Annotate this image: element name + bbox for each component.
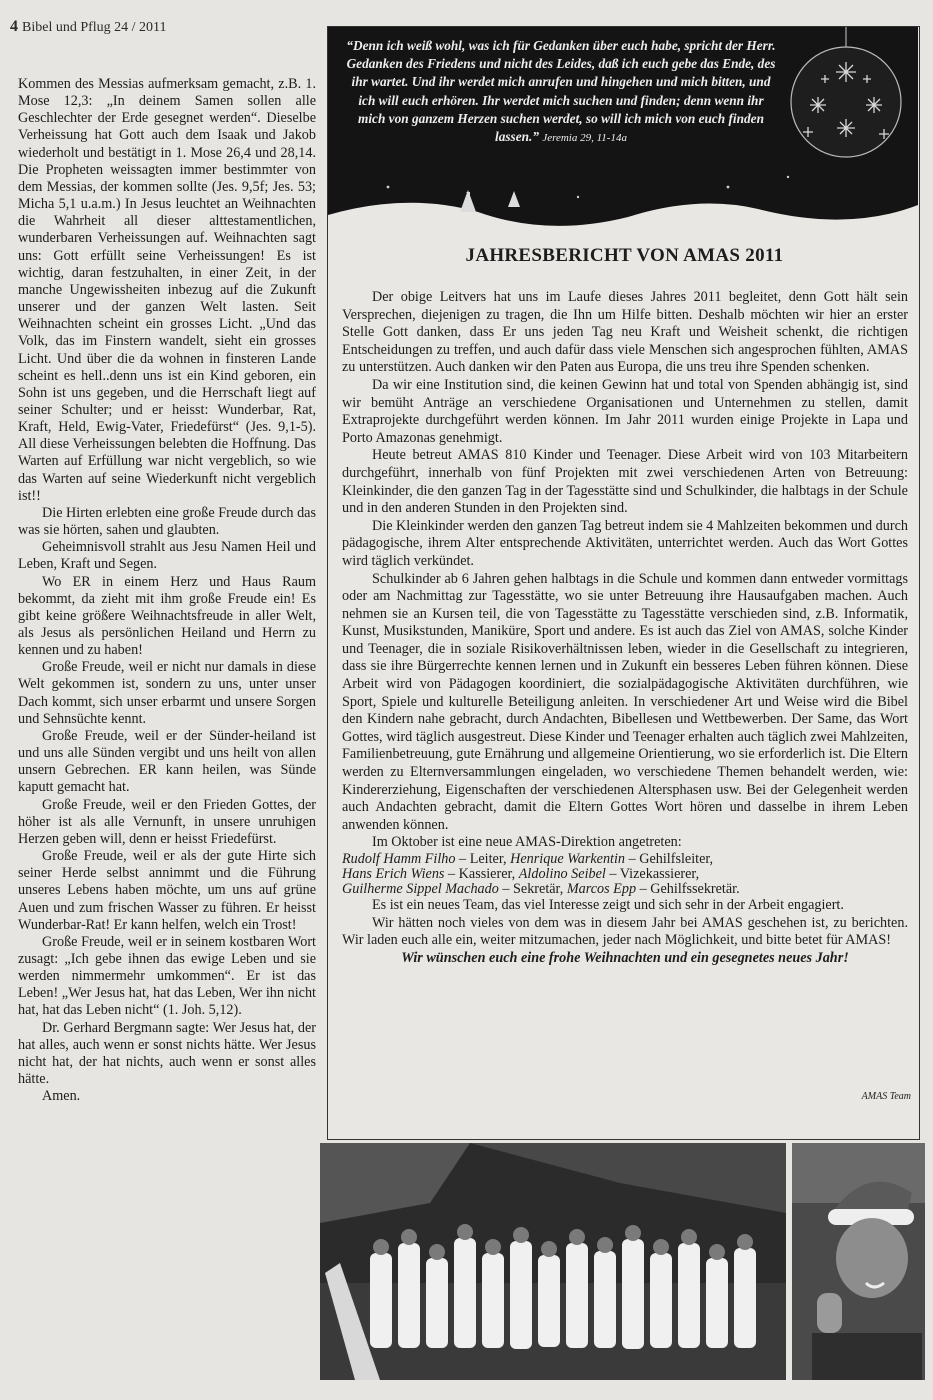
- children-group-photo: [320, 1143, 786, 1380]
- article-frame: [327, 26, 920, 1140]
- left-paragraph: Kommen des Messias aufmerksam gemacht, z.B. 1. Mose 12,3: „In deinem Samen sollen alle Geschlechter der Erde gesegnet werden“. Dieselbe Verheissung hat Gott auch dem Isaak und Jakob wiederholt und bestätigt in 1. Mose 26,4 und 28,14. Die Propheten weissagten immer bestimmter von dem Messias, der kommen sollte (Jes. 9,5f; Jes. 53; Micha 5,1 u.a.m.) In Jesus leuchtet an Weihnachten die Wahrheit all dieser alttestamentlichen, wunderbaren Verheissungen auf. Weihnachten sagt uns: Gott erfüllt seine Verheissungen! Es ist wichtig, daran festzuhalten, in einer Zeit, in der manche Ungewissheiten inbezug auf die Zukunft unserer und der ganzen Welt lasten. Seit Weihnachten scheint ein grosses Licht. „Und das Volk, das im Finstern wandelt, sieht ein grosses Licht. Und über die da wohnen in finsteren Lande scheint es hell..denn uns ist ein Kind geboren, ein Sohn ist uns gegeben, und die Herrschaft liegt auf seiner Schulter; und er heisst: Wunderbar, Rat, Kraft, Held, Ewig-Vater, Friedefürst“ (Jes. 9,1-5). All diese Verheissungen belebten die Hoffnung. Das Warten auf Erfüllung war nicht vergeblich, so wie das Warten auf seine Wiederkunft nicht vergeblich ist!!: [18, 76, 316, 504]
- left-paragraph: Geheimnisvoll strahlt aus Jesu Namen Heil und Leben, Kraft und Segen.: [18, 539, 316, 573]
- article-body: [342, 289, 908, 967]
- left-paragraph: Amen.: [42, 1088, 81, 1105]
- left-paragraph: Große Freude, weil er in seinem kostbaren Wort zusagt: „Ich gebe ihnen das ewige Leben und sie werden nimmermehr umkommen“. Er ist das Leben! „Wer Jesus hat, hat das Leben, Wer ihn nicht hat, hat das Leben nicht“ (1. Joh. 5,12).: [18, 933, 316, 1019]
- quote-text: “Denn ich weiß wohl, was ich für Gedanken über euch habe, spricht der Herr. Gedanken des Friedens und nicht des Leides, daß ich euch gebe das Ende, des ihr wartet. Und ihr werdet mich anrufen und hingehen und mich bitten, und ich will euch erhören. Ihr werdet mich suchen und finden; denn wenn ihr mich von ganzem Herzen suchen werdet, so will ich mich von euch finden lassen.”: [346, 38, 776, 145]
- left-paragraph: Große Freude, weil er nicht nur damals in diese Welt gekommen ist, sondern zu uns, unter unser Dach kommt, sich unser erbarmt und unsere Sorgen und Sehnsüchte kennt.: [18, 659, 316, 727]
- left-paragraph: Wo ER in einem Herz und Haus Raum bekommt, da zieht mit ihm große Freude ein! Es gibt keine größere Weihnachtsfreude in aller Welt, als Jesus als persönlichen Heiland und Herrn zu kennen und zu haben!: [18, 573, 316, 659]
- closing-paragraph: Wir hätten noch vieles von dem was in diesem Jahr bei AMAS geschehen ist, zu berichten. Wir laden euch alle ein, weiter mitzumachen, jeder nach Möglichkeit, und bitte betet für AMAS!: [342, 914, 908, 949]
- article-paragraph: Da wir eine Institution sind, die keinen Gewinn hat und total von Spenden abhängig ist, sind wir bemüht Anträge an verschiedene Organisationen und Unternehmen zu stellen, damit Extraprojekte durchgeführt werden können. Im Jahr 2011 wurden einige Projekte in Lapa und Porto Amazonas genehmigt.: [342, 376, 908, 446]
- left-paragraph: Dr. Gerhard Bergmann sagte: Wer Jesus hat, der hat alles, auch wenn er sonst nichts hätte. Wer Jesus nicht hat, der hat nichts, auch wenn er sonst alles hätte.: [18, 1019, 316, 1088]
- team-intro: Im Oktober ist eine neue AMAS-Direktion angetreten:: [372, 834, 682, 851]
- bible-quote: [346, 37, 776, 147]
- signature: AMAS Team: [861, 1091, 911, 1102]
- team-line: Guilherme Sippel Machado – Sekretär, Marcos Epp – Gehilfssekretär.: [342, 881, 740, 897]
- christmas-wish: Wir wünschen euch eine frohe Weihnachten und ein gesegnetes neues Jahr!: [401, 949, 849, 966]
- boy-santa-hat-photo: [792, 1143, 925, 1380]
- team-line: Rudolf Hamm Filho – Leiter, Henrique Warkentin – Gehilfsleiter,: [342, 851, 714, 867]
- article-paragraph: Schulkinder ab 6 Jahren gehen halbtags in die Schule und kommen dann entweder vormittags oder am Nachmittag zur Tagesstätte, wo sie unter Betreuung ihre Hausaufgaben machen. Auch nehmen sie an Kursen teil, die von Tagesstätte zu Tagesstätte verschieden sind, z.B. Informatik, Kunst, Musikstunden, Maniküre, Sport und andere. Es ist auch das Ziel von AMAS, solche Kinder und Teenager, die in soziale Risikoverhältnissen leben, wieder in die Gesellschaft zu integrieren, dass sie ihre Bürgerrechte kennen lernen und in Zukunft ein besseres Leben führen können. Diese Arbeit wird von Pädagogen koordiniert, die sozialpädagogische Aktivitäten durchführen, wie Sport, Spiele und kulturelle Beteiligung anleiten. In verschiedener Art und Weise wird die Bibel den Kindern nahe gebracht, durch Andachten, Bibellesen und Wettbewerben. Der Same, das Wort Gottes, wird täglich ausgestreut. Diese Kinder und Teenager erhalten auch täglich zwei Mahlzeiten, Familienbetreuung, gute Ernährung und allgemeine Orientierung, wo sie erforderlich ist. Die Eltern werden zu Elternversammlungen eingeladen, wo verschiedene Themen behandelt werden, wie: Kindererziehung, Eigenschaften der verschiedenen Altersphasen usw. Bei der Gelegenheit werden auch Andachten gebracht, damit die Eltern Gottes Wort hören und dasselbe in ihrem Leben anwenden können.: [342, 570, 908, 833]
- article-paragraph: Heute betreut AMAS 810 Kinder und Teenager. Diese Arbeit wird von 103 Mitarbeitern durchgeführt, innerhalb von fünf Projekten mit zwei verschiedenen Arten von Betreuung: Kleinkinder, die den ganzen Tag in der Tagesstätte sind und Schulkinder, die halbtags in der Schule und in den anderen Stunden in den Projekten sind.: [342, 447, 908, 517]
- page-header: [10, 18, 167, 36]
- left-column: [18, 76, 316, 1105]
- article-paragraph: Die Kleinkinder werden den ganzen Tag betreut indem sie 4 Mahlzeiten bekommen und durch pädagogische, ihrem Alter entsprechende Aktivitäten, unterrichtet werden. Auch das Wort Gottes wird täglich verkündet.: [342, 517, 908, 569]
- article-title: JAHRESBERICHT VON AMAS 2011: [465, 245, 784, 266]
- left-paragraph: Große Freude, weil er den Frieden Gottes, der höher ist als alle Vernunft, in unsere unruhigen Herzen geben will, denn er heisst Friedefürst.: [18, 796, 316, 847]
- publication-title: Bibel und Pflug 24 / 2011: [22, 20, 167, 35]
- article-paragraph: Der obige Leitvers hat uns im Laufe dieses Jahres 2011 begleitet, denn Gott hält sein Versprechen, diejenigen zu tragen, die Ihn um Hilfe bitten. Deshalb möchten wir hier an erster Stelle Gott danken, dass Er uns jeden Tag neu Kraft und Weisheit schenkt, die richtigen Entscheidungen zu treffen, und auch dafür dass viele Menschen sich angesprochen fühlten, AMAS zu unterstützen. Auch danken wir den Paten aus Europa, die uns treu ihre Spenden schenken.: [342, 289, 908, 376]
- closing-paragraph: Es ist ein neues Team, das viel Interesse zeigt und sich sehr in der Arbeit engagiert.: [372, 897, 844, 913]
- left-paragraph: Große Freude, weil er der Sünder-heiland ist und uns alle Sünden vergibt und uns heilt von allen unsern Gebrechen. ER kann heilen, was Sünde kaputt gemacht hat.: [18, 727, 316, 796]
- left-paragraph: Große Freude, weil er als der gute Hirte sich seiner Herde selbst annimmt und die Führung unseres Lebens haben möchte, um uns auf grüne Auen und zum frischen Wasser zu führen. Er heisst Wunderbar-Rat! Er kann helfen, welch ein Trost!: [18, 848, 316, 933]
- team-line: Hans Erich Wiens – Kassierer, Aldolino Seibel – Vizekassierer,: [342, 866, 700, 882]
- quote-reference: Jeremia 29, 11-14a: [542, 132, 627, 145]
- page-number: 4: [10, 18, 18, 35]
- left-paragraph: Die Hirten erlebten eine große Freude durch das was sie hörten, sahen und glaubten.: [18, 504, 316, 539]
